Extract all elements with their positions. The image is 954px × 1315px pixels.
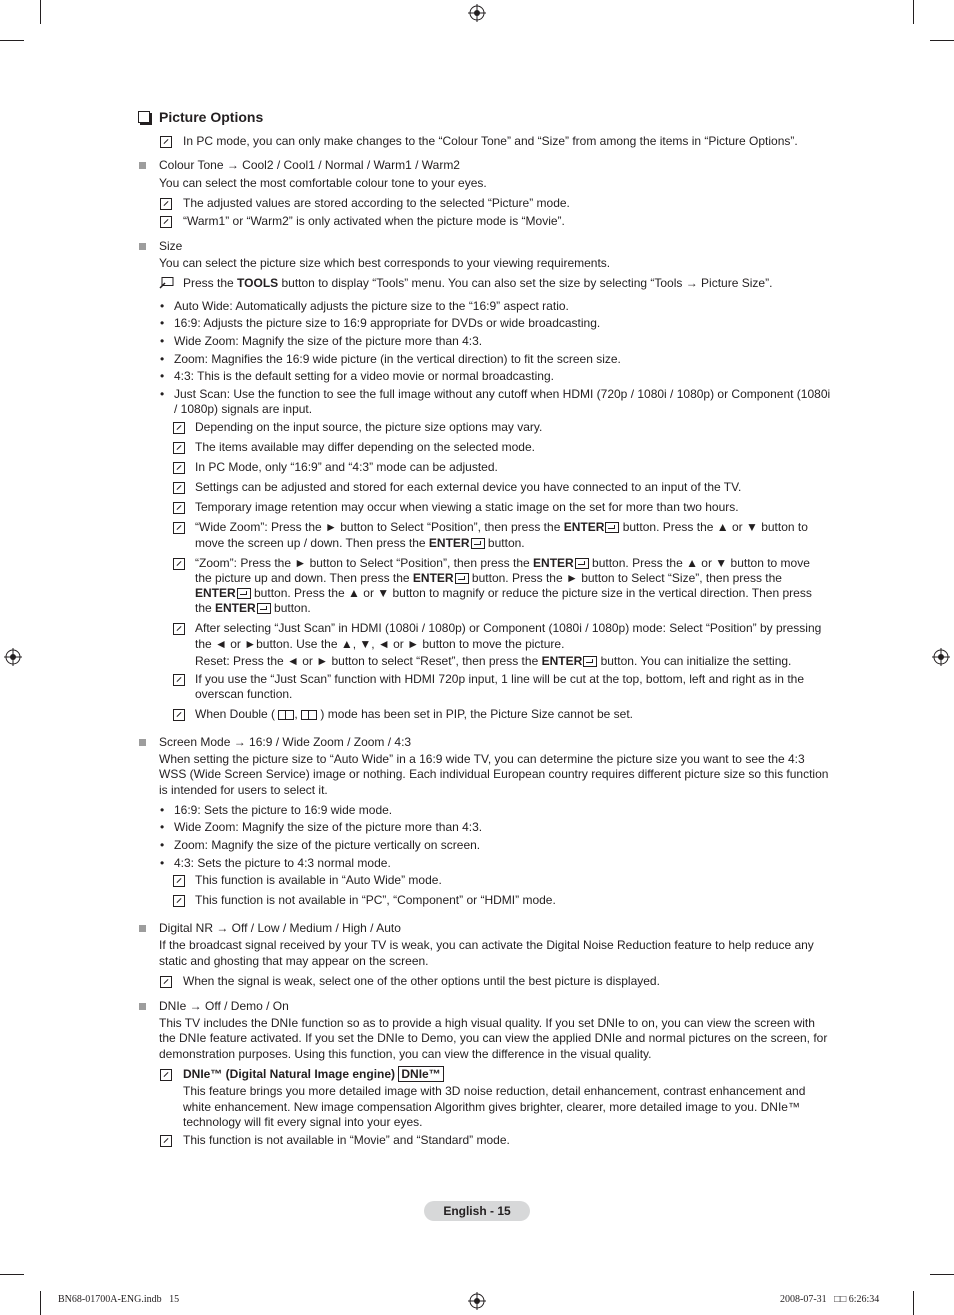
crop-mark <box>0 1274 24 1275</box>
note-text: white enhancement. New image compensation Algorithm gives brighter, clearer, more detailed image to you. DNIe™ <box>183 1100 800 1114</box>
note-text: This function is available in “Auto Wide” mode. <box>195 873 442 887</box>
note-icon <box>173 709 185 721</box>
note-icon <box>173 674 185 686</box>
print-date: 2008-07-31 □□ 6:26:34 <box>780 1294 880 1305</box>
crop-mark <box>40 1291 41 1315</box>
note-text: The adjusted values are stored according to the selected “Picture” mode. <box>183 196 570 210</box>
registration-mark-icon <box>468 4 486 22</box>
list-item: 4:3: This is the default setting for a video movie or normal broadcasting. <box>174 369 554 383</box>
dnie-logo: DNIe™ <box>398 1066 443 1082</box>
section-desc: You can select the most comfortable colour tone to your eyes. <box>159 176 487 190</box>
enter-icon <box>605 522 619 533</box>
bullet-icon: • <box>160 299 165 313</box>
section-desc: This TV includes the DNIe function so as to provide a high visual quality. If you set DNIe to on, you can view the screen with <box>159 1016 815 1030</box>
note-text: DNIe™ (Digital Natural Image engine) DNIe™ <box>183 1067 444 1082</box>
registration-mark-icon <box>468 1292 486 1310</box>
note-icon <box>160 1069 172 1081</box>
page-title: Picture Options <box>159 109 264 125</box>
note-icon <box>173 558 185 570</box>
section-desc: When setting the picture size to “Auto Wide” in a 16:9 wide TV, you can determine the picture size you want to see the 4:3 <box>159 752 805 766</box>
tools-icon <box>159 277 174 289</box>
list-item: 16:9: Adjusts the picture size to 16:9 appropriate for DVDs or wide broadcasting. <box>174 316 601 330</box>
pip-double-icon <box>301 710 317 720</box>
registration-mark-icon <box>4 648 22 666</box>
list-item: Zoom: Magnifies the 16:9 wide picture (in the vertical direction) to fit the screen size. <box>174 352 621 366</box>
bullet-icon: • <box>160 316 165 330</box>
section-desc: If the broadcast signal received by your TV is weak, you can activate the Digital Noise Reduction feature to help reduce any <box>159 938 814 952</box>
note-text: In PC mode, you can only make changes to the “Colour Tone” and “Size” from among the items in “Picture Options”. <box>183 134 798 148</box>
note-icon <box>173 502 185 514</box>
bullet-icon: • <box>160 820 165 834</box>
note-text: If you use the “Just Scan” function with HDMI 720p input, 1 line will be cut at the top, bottom, left and right as in the <box>195 672 804 686</box>
page-number-badge: English - 15 <box>424 1201 530 1221</box>
section-desc: static and ghosting that may appear on the screen. <box>159 954 429 968</box>
pip-double-icon <box>278 710 294 720</box>
square-bullet-icon <box>139 243 146 250</box>
list-item: Wide Zoom: Magnify the size of the picture more than 4:3. <box>174 820 483 834</box>
note-icon <box>160 136 172 148</box>
list-item-cont: / 1080p) signals are input. <box>174 402 313 416</box>
enter-icon <box>257 603 271 614</box>
checkbox-icon <box>138 111 150 123</box>
note-icon <box>173 482 185 494</box>
section-heading: Colour Tone → Cool2 / Cool1 / Normal / Warm1 / Warm2 <box>159 158 460 172</box>
note-icon <box>160 976 172 988</box>
note-text: the ENTER button. <box>195 601 311 615</box>
crop-mark <box>0 40 24 41</box>
section-desc: is intended for users to select it. <box>159 783 328 797</box>
note-icon <box>160 198 172 210</box>
section-heading: Size <box>159 239 183 253</box>
note-text: the picture up and down. Then press the ENTER button. Press the ► button to Select “Size”, then press the <box>195 571 782 585</box>
note-text: “Warm1” or “Warm2” is only activated when the picture mode is “Movie”. <box>183 214 565 228</box>
file-name: BN68-01700A-ENG.indb 15 <box>58 1294 180 1305</box>
square-bullet-icon <box>139 739 146 746</box>
note-text: The items available may differ depending on the selected mode. <box>195 440 535 454</box>
note-icon <box>173 895 185 907</box>
section-heading: DNIe → Off / Demo / On <box>159 999 289 1013</box>
bullet-icon: • <box>160 387 165 401</box>
note-text: After selecting “Just Scan” in HDMI (1080i / 1080p) or Component (1080i / 1080p) mode: Select “Position” by pressing <box>195 621 822 635</box>
note-text: This function is not available in “Movie” and “Standard” mode. <box>183 1133 510 1147</box>
list-item: Wide Zoom: Magnify the size of the picture more than 4:3. <box>174 334 483 348</box>
note-icon <box>160 216 172 228</box>
bullet-icon: • <box>160 856 165 870</box>
note-text: This function is not available in “PC”, “Component” or “HDMI” mode. <box>195 893 556 907</box>
note-text: ENTER button. Press the ▲ or ▼ button to magnify or reduce the picture size in the vertical direction. Then press <box>195 586 812 600</box>
note-text: Settings can be adjusted and stored for each external device you have connected to an input of the TV. <box>195 480 742 494</box>
bullet-icon: • <box>160 838 165 852</box>
list-item: Zoom: Magnify the size of the picture vertically on screen. <box>174 838 481 852</box>
note-text: This feature brings you more detailed image with 3D noise reduction, detail enhancement, contrast enhancement and <box>183 1084 806 1098</box>
note-icon <box>173 623 185 635</box>
note-text: In PC Mode, only “16:9” and “4:3” mode can be adjusted. <box>195 460 498 474</box>
note-icon <box>173 522 185 534</box>
enter-icon <box>575 558 589 569</box>
list-item: 4:3: Sets the picture to 4:3 normal mode. <box>174 856 391 870</box>
section-desc: WSS (Wide Screen Service) image or nothing. Each individual European country requires different picture size so this function <box>159 767 829 781</box>
crop-mark <box>930 1274 954 1275</box>
enter-icon <box>237 588 251 599</box>
section-desc: You can select the picture size which best corresponds to your viewing requirements. <box>159 256 611 270</box>
square-bullet-icon <box>139 162 146 169</box>
note-text: Depending on the input source, the picture size options may vary. <box>195 420 543 434</box>
note-icon <box>160 1135 172 1147</box>
note-text: When the signal is weak, select one of the other options until the best picture is displayed. <box>183 974 660 988</box>
tools-note: Press the TOOLS button to display “Tools” menu. You can also set the size by selecting “Tools → Picture Size”. <box>183 276 773 290</box>
note-text: Reset: Press the ◄ or ► button to select “Reset”, then press the ENTER button. You can initialize the setting. <box>195 654 792 668</box>
list-item: Just Scan: Use the function to see the full image without any cutoff when HDMI (720p / 1080i / 1080p) or Component (1080i <box>174 387 831 401</box>
bullet-icon: • <box>160 803 165 817</box>
list-item: 16:9: Sets the picture to 16:9 wide mode. <box>174 803 393 817</box>
crop-mark <box>40 0 41 24</box>
bullet-icon: • <box>160 369 165 383</box>
note-icon <box>173 442 185 454</box>
crop-mark <box>913 1291 914 1315</box>
list-item: Auto Wide: Automatically adjusts the picture size to the “16:9” aspect ratio. <box>174 299 569 313</box>
note-text: technology will fit every signal into your eyes. <box>183 1115 423 1129</box>
note-text: overscan function. <box>195 687 293 701</box>
note-text: Temporary image retention may occur when viewing a static image on the set for more than two hours. <box>195 500 739 514</box>
square-bullet-icon <box>139 925 146 932</box>
note-icon <box>173 462 185 474</box>
bullet-icon: • <box>160 334 165 348</box>
note-text: move the screen up / down. Then press the ENTER button. <box>195 536 525 550</box>
crop-mark <box>913 0 914 24</box>
note-icon <box>173 422 185 434</box>
registration-mark-icon <box>932 648 950 666</box>
note-text: the ◄ or ►button. Use the ▲, ▼, ◄ or ► button to move the picture. <box>195 637 565 651</box>
enter-icon <box>455 573 469 584</box>
note-text: “Zoom”: Press the ► button to Select “Position”, then press the ENTER button. Press the ▲ or ▼ button to move <box>195 556 810 570</box>
bullet-icon: • <box>160 352 165 366</box>
section-heading: Screen Mode → 16:9 / Wide Zoom / Zoom / 4:3 <box>159 735 412 749</box>
note-icon <box>173 875 185 887</box>
note-text: “Wide Zoom”: Press the ► button to Select “Position”, then press the ENTER button. Press the ▲ or ▼ button to <box>195 520 808 534</box>
section-heading: Digital NR → Off / Low / Medium / High / Auto <box>159 921 401 935</box>
enter-icon <box>583 656 597 667</box>
square-bullet-icon <box>139 1003 146 1010</box>
section-desc: the DNIe feature activated. If you set the DNIe to Demo, you can view the applied DNIe and normal pictures on the screen, for <box>159 1031 828 1045</box>
section-desc: demonstration purposes. Using this function, you can view the difference in the visual quality. <box>159 1047 652 1061</box>
enter-icon <box>471 538 485 549</box>
crop-mark <box>930 40 954 41</box>
note-text: When Double ( , ) mode has been set in PIP, the Picture Size cannot be set. <box>195 707 634 721</box>
